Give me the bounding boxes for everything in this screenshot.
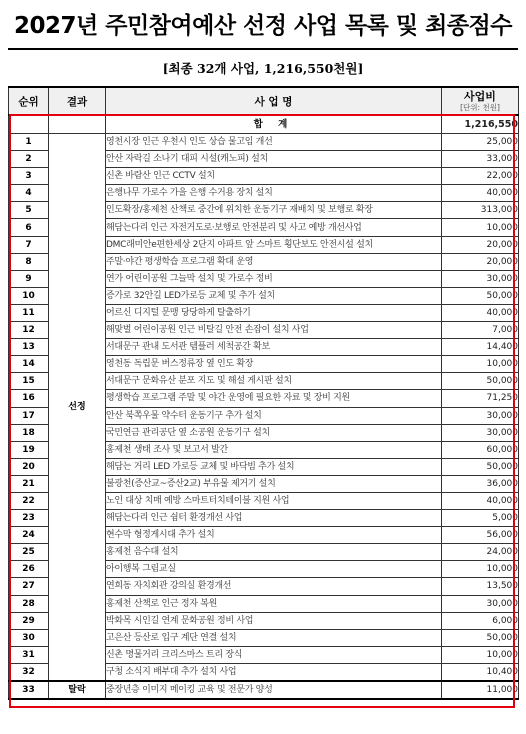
project-amount: 50,000: [442, 458, 519, 475]
rank-number: 29: [9, 612, 49, 629]
project-amount: 30,000: [442, 270, 519, 287]
project-amount: 25,000: [442, 134, 519, 151]
project-name: 고은산 등산로 입구 계단 연결 설치: [106, 629, 442, 646]
project-name: 해담는다리 인근 자전거도로·보행로 안전분리 및 사고 예방 개선사업: [106, 219, 442, 236]
rank-number: 22: [9, 492, 49, 509]
rank-number: 10: [9, 287, 49, 304]
project-amount: 14,400: [442, 339, 519, 356]
rank-number: 5: [9, 202, 49, 219]
project-name: 평생학습 프로그램 주말 및 야간 운영에 필요한 자료 및 장비 지원: [106, 390, 442, 407]
rank-number: 16: [9, 390, 49, 407]
total-amount: 1,216,550: [442, 115, 519, 134]
rank-number: 32: [9, 663, 49, 681]
rank-number: 33: [9, 681, 49, 699]
rank-number: 26: [9, 561, 49, 578]
project-name: 영천동 독립문 버스정류장 옆 인도 확장: [106, 356, 442, 373]
project-amount: 50,000: [442, 287, 519, 304]
project-name: 서대문구 문화유산 분포 지도 및 해설 게시판 설치: [106, 373, 442, 390]
project-name: 홍제천 생태 조사 및 보고서 발간: [106, 441, 442, 458]
project-name: 인도확장/홍제천 산책로 중간에 위치한 운동기구 재배치 및 보행로 확장: [106, 202, 442, 219]
rank-number: 21: [9, 475, 49, 492]
project-amount: 50,000: [442, 373, 519, 390]
rank-number: 14: [9, 356, 49, 373]
rank-number: 15: [9, 373, 49, 390]
project-table: [8, 86, 519, 700]
project-amount: 7,000: [442, 322, 519, 339]
rank-number: 24: [9, 527, 49, 544]
project-amount: 33,000: [442, 151, 519, 168]
project-name: 홍제천 산책로 인근 정자 복원: [106, 595, 442, 612]
project-amount: 30,000: [442, 424, 519, 441]
header-result: 결과: [49, 87, 106, 115]
project-amount: 56,000: [442, 527, 519, 544]
project-amount: 40,000: [442, 492, 519, 509]
total-row: [9, 115, 519, 134]
project-amount: 40,000: [442, 185, 519, 202]
project-amount: 11,000: [442, 681, 519, 699]
project-amount: 20,000: [442, 236, 519, 253]
page-title: 2027년 주민참여예산 선정 사업 목록 및 최종점수: [14, 13, 512, 39]
table-header-row: [9, 87, 519, 115]
summary-line: [최종 32개 사업, 1,216,550천원]: [162, 61, 364, 76]
project-name: 신촌 명물거리 크리스마스 트리 장식: [106, 646, 442, 663]
project-name: 노인 대상 치매 예방 스마트터치테이블 지원 사업: [106, 492, 442, 509]
project-name: 신촌 바람산 인근 CCTV 설치: [106, 168, 442, 185]
project-amount: 24,000: [442, 544, 519, 561]
project-amount: 20,000: [442, 253, 519, 270]
rank-number: 27: [9, 578, 49, 595]
project-amount: 6,000: [442, 612, 519, 629]
project-name: 박화목 시인길 연계 문화공원 정비 사업: [106, 612, 442, 629]
header-amount-unit: [단위: 천원]: [460, 102, 500, 112]
rank-number: 12: [9, 322, 49, 339]
rank-number: 9: [9, 270, 49, 287]
project-name: 국민연금 관리공단 옆 소공원 운동기구 설치: [106, 424, 442, 441]
project-name: 연가 어린이공원 그늘막 설치 및 가로수 정비: [106, 270, 442, 287]
project-amount: 5,000: [442, 510, 519, 527]
project-amount: 40,000: [442, 304, 519, 321]
total-rank-cell: [9, 115, 49, 134]
project-name: 해맞벌 어린이공원 인근 비탈길 안전 손잡이 설치 사업: [106, 322, 442, 339]
rank-number: 23: [9, 510, 49, 527]
table-row-dropped: [9, 681, 519, 699]
project-amount: 22,000: [442, 168, 519, 185]
project-amount: 30,000: [442, 407, 519, 424]
header-amount: [442, 87, 519, 115]
header-project: 사 업 명: [106, 87, 442, 115]
rank-number: 31: [9, 646, 49, 663]
project-amount: 10,000: [442, 646, 519, 663]
project-name: 현수막 형정게시대 추가 설치: [106, 527, 442, 544]
project-name: DMC래미안e편한세상 2단지 아파트 앞 스마트 횡단보도 안전시설 설치: [106, 236, 442, 253]
project-amount: 50,000: [442, 629, 519, 646]
project-name: 중장년층 이미지 메이킹 교육 및 전문가 양성: [106, 681, 442, 699]
project-amount: 10,000: [442, 219, 519, 236]
project-name: 안산 북쪽우물 약수터 운동기구 추가 설치: [106, 407, 442, 424]
project-amount: 30,000: [442, 595, 519, 612]
rank-number: 4: [9, 185, 49, 202]
rank-number: 20: [9, 458, 49, 475]
rank-number: 6: [9, 219, 49, 236]
result-selected: 선정: [49, 134, 106, 682]
project-name: 영천시장 인근 우천시 인도 상습 물고임 개선: [106, 134, 442, 151]
title-underline: [8, 48, 518, 50]
project-amount: 71,250: [442, 390, 519, 407]
rank-number: 2: [9, 151, 49, 168]
rank-number: 1: [9, 134, 49, 151]
rank-number: 8: [9, 253, 49, 270]
project-name: 은행나무 가로수 가을 은행 수거용 장치 설치: [106, 185, 442, 202]
project-name: 서대문구 관내 도서관 템플러 세척공간 확보: [106, 339, 442, 356]
project-amount: 60,000: [442, 441, 519, 458]
project-amount: 13,500: [442, 578, 519, 595]
rank-number: 3: [9, 168, 49, 185]
project-amount: 10,000: [442, 356, 519, 373]
rank-number: 25: [9, 544, 49, 561]
project-name: 안산 자락길 소나기 대피 시설(캐노피) 설치: [106, 151, 442, 168]
project-amount: 313,000: [442, 202, 519, 219]
project-name: 해담는다리 인근 쉼터 환경개선 사업: [106, 510, 442, 527]
total-result-cell: [49, 115, 106, 134]
rank-number: 28: [9, 595, 49, 612]
project-name: 주말·야간 평생학습 프로그램 확대 운영: [106, 253, 442, 270]
result-dropped: 탈락: [49, 681, 106, 699]
project-name: 구청 소식지 배부대 추가 설치 사업: [106, 663, 442, 681]
project-amount: 10,400: [442, 663, 519, 681]
project-name: 아이행복 그림교실: [106, 561, 442, 578]
rank-number: 17: [9, 407, 49, 424]
table-row: [9, 134, 519, 151]
project-name: 연희동 자치회관 강의실 환경개선: [106, 578, 442, 595]
project-name: 해담는 거리 LED 가로등 교체 및 바닥빔 추가 설치: [106, 458, 442, 475]
project-name: 어르신 디지털 문맹 당당하게 탈출하기: [106, 304, 442, 321]
total-label: 합 계: [106, 115, 442, 134]
header-amount-label: 사업비: [464, 89, 496, 103]
project-amount: 36,000: [442, 475, 519, 492]
project-amount: 10,000: [442, 561, 519, 578]
project-name: 불광천(증산교~증산2교) 부유물 제거기 설치: [106, 475, 442, 492]
rank-number: 11: [9, 304, 49, 321]
rank-number: 13: [9, 339, 49, 356]
rank-number: 30: [9, 629, 49, 646]
rank-number: 19: [9, 441, 49, 458]
header-rank: 순위: [9, 87, 49, 115]
rank-number: 18: [9, 424, 49, 441]
project-name: 증가로 32안길 LED가로등 교체 및 추가 설치: [106, 287, 442, 304]
rank-number: 7: [9, 236, 49, 253]
project-name: 홍제천 음수대 설치: [106, 544, 442, 561]
